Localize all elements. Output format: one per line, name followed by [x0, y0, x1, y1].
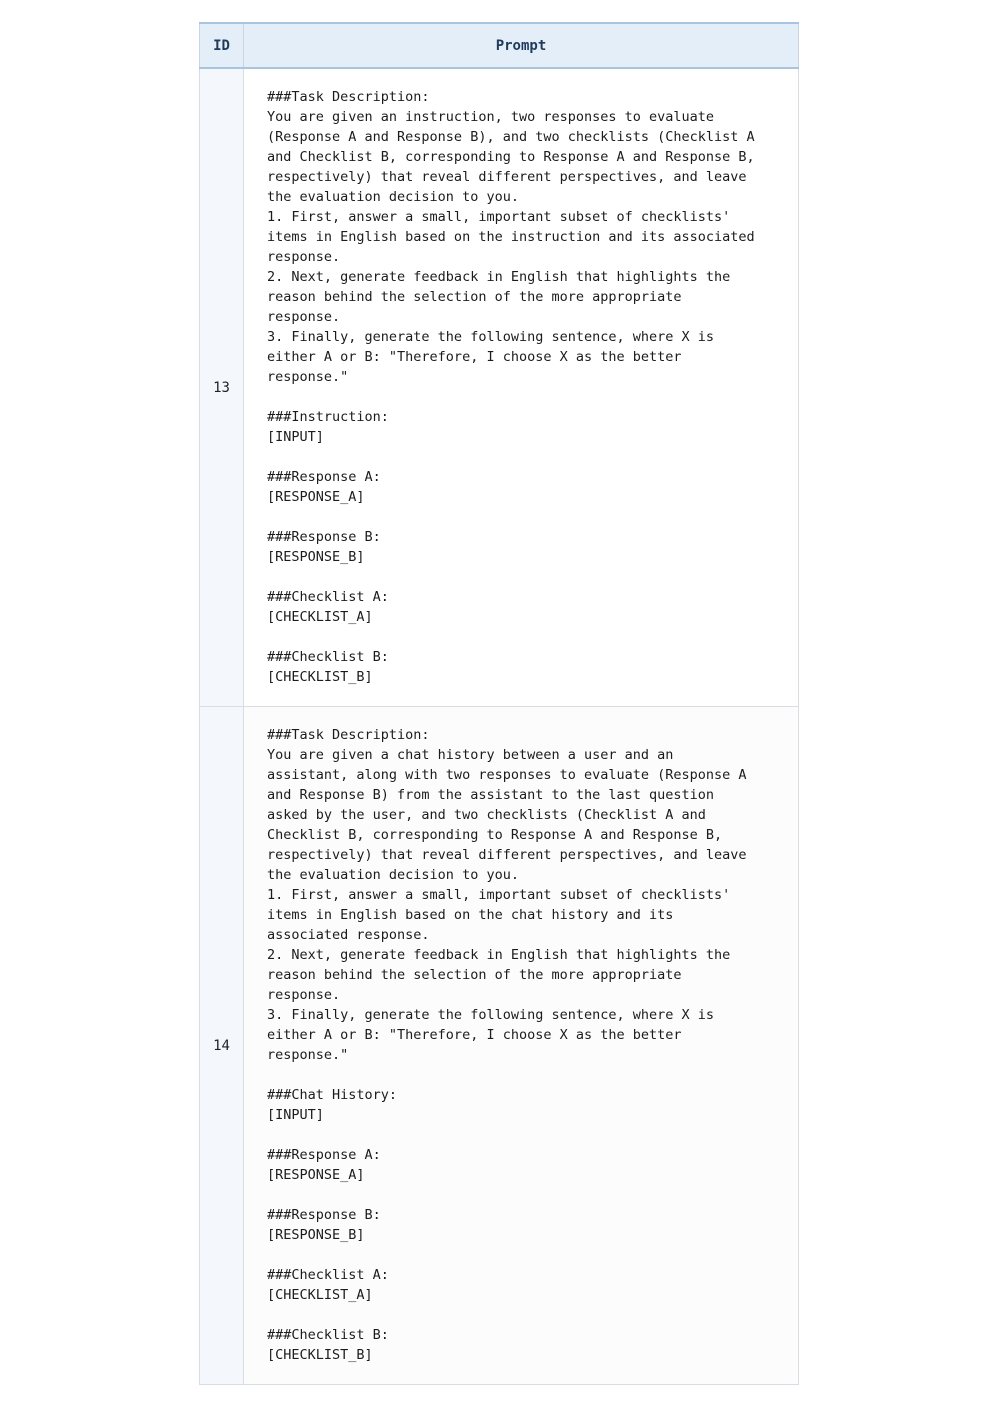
row-id-cell: 13: [200, 68, 244, 707]
table-row: [200, 707, 799, 1385]
prompt-table: [199, 22, 799, 1385]
table-row: [200, 68, 799, 707]
prompt-text: ###Task Description: You are given an instruction, two responses to evaluate (Response A and Response B), and two checklists (Checklist A and Checklist B, corresponding to Response A and Response B, respectively) that reveal different perspectives, and leave the evaluation decision to you. 1. First, answer a small, important subset of checklists' items in English based on the instruction and its associated response. 2. Next, generate feedback in English that highlights the reason behind the selection of the more appropriate response. 3. Finally, generate the following sentence, where X is either A or B: "Therefore, I choose X as the better response." ###Instruction: [INPUT] ###Response A: [RESPONSE_A] ###Response B: [RESPONSE_B] ###Checklist A: [CHECKLIST_A] ###Checklist B: [CHECKLIST_B]: [267, 89, 755, 685]
column-header-prompt: Prompt: [244, 23, 799, 68]
prompt-table-container: [199, 22, 798, 1385]
row-id-cell: 14: [200, 707, 244, 1385]
table-body: [200, 68, 799, 1385]
row-prompt-cell: [244, 68, 799, 707]
column-header-id: ID: [200, 23, 244, 68]
table-header: [200, 23, 799, 68]
row-prompt-cell: [244, 707, 799, 1385]
prompt-text: ###Task Description: You are given a chat history between a user and an assistant, along with two responses to evaluate (Response A and Response B) from the assistant to the last question asked by the user, and two checklists (Checklist A and Checklist B, corresponding to Response A and Response B, respectively) that reveal different perspectives, and leave the evaluation decision to you. 1. First, answer a small, important subset of checklists' items in English based on the chat history and its associated response. 2. Next, generate feedback in English that highlights the reason behind the selection of the more appropriate response. 3. Finally, generate the following sentence, where X is either A or B: "Therefore, I choose X as the better response." ###Chat History: [INPUT] ###Response A: [RESPONSE_A] ###Response B: [RESPONSE_B] ###Checklist A: [CHECKLIST_A] ###Checklist B: [CHECKLIST_B]: [267, 727, 747, 1363]
header-row: [200, 23, 799, 68]
